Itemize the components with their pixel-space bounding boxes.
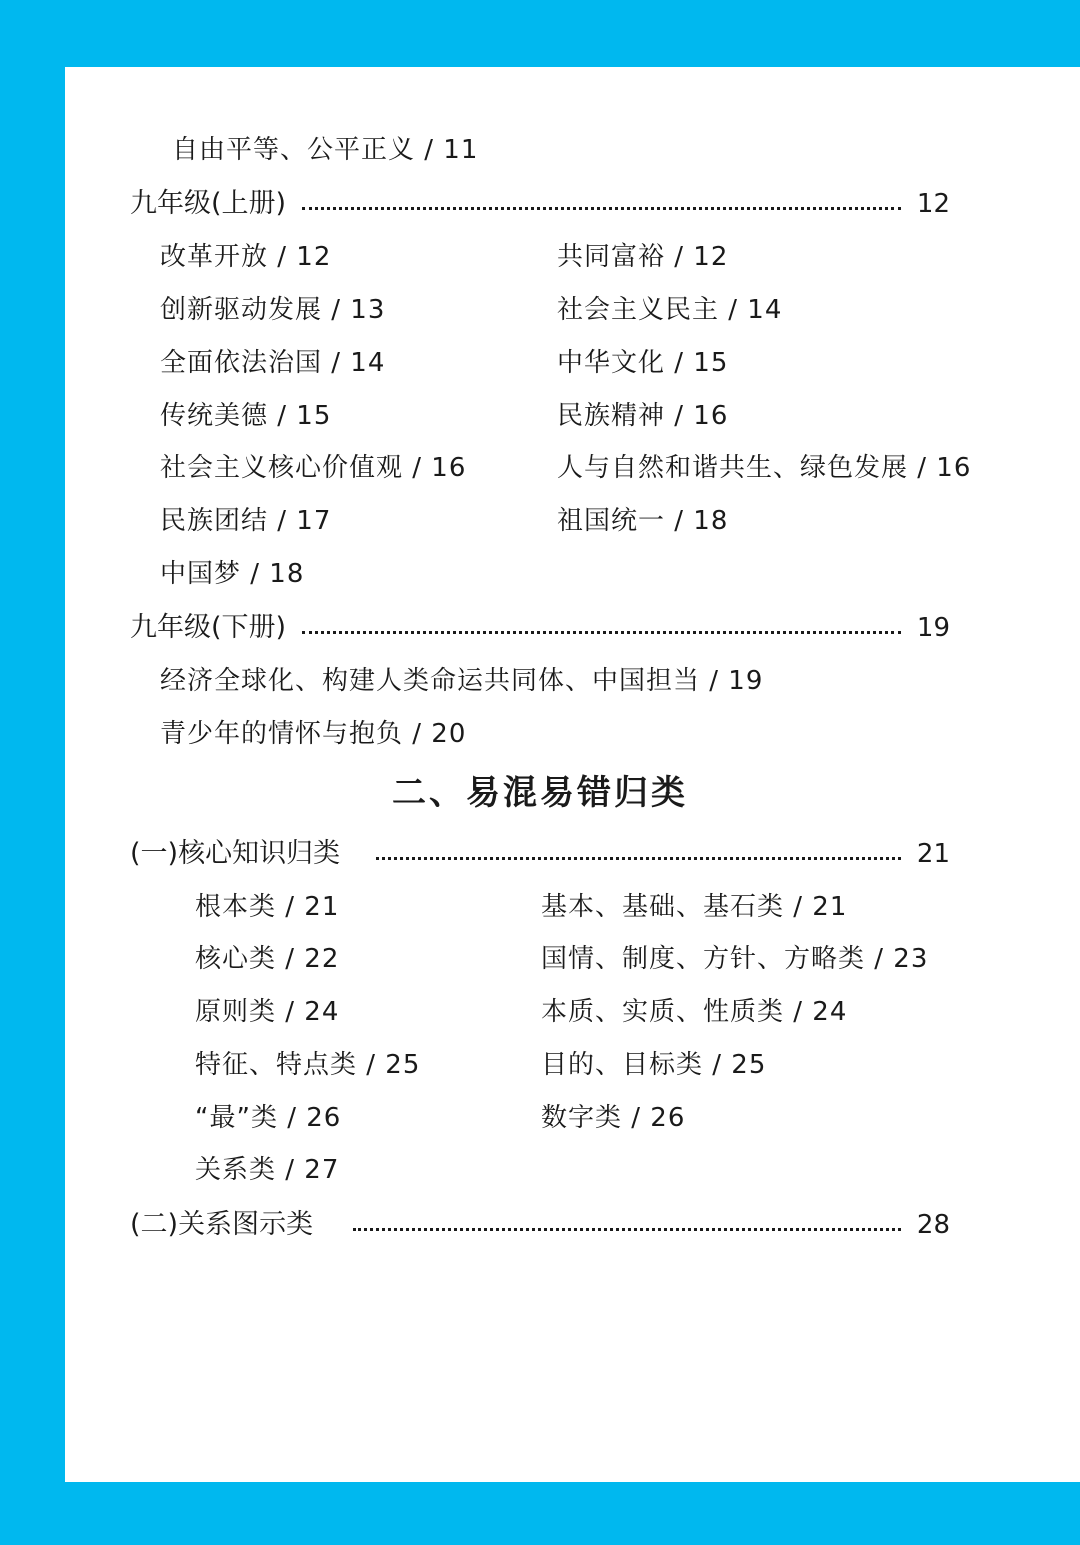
toc-entry[interactable]: 中华文化 / 15: [557, 348, 729, 378]
toc-entry[interactable]: 青少年的情怀与抱负 / 20: [160, 719, 467, 749]
leader-dots: [302, 207, 901, 210]
toc-entry[interactable]: 改革开放 / 12: [160, 242, 332, 272]
page-number: 21: [916, 839, 950, 869]
toc-entry[interactable]: “最”类 / 26: [195, 1103, 342, 1133]
toc-section-core[interactable]: [130, 837, 950, 871]
toc-entry[interactable]: 本质、实质、性质类 / 24: [541, 997, 848, 1027]
toc-entry[interactable]: 数字类 / 26: [541, 1103, 686, 1133]
toc-section-grade9-lower[interactable]: [130, 611, 950, 645]
toc-entry[interactable]: 根本类 / 21: [195, 892, 340, 922]
toc-entry[interactable]: 中国梦 / 18: [160, 559, 305, 589]
section-title: (二)关系图示类: [130, 1209, 314, 1240]
section-title: 九年级(下册): [130, 612, 287, 643]
toc-entry[interactable]: 特征、特点类 / 25: [195, 1050, 421, 1080]
toc-entry[interactable]: 祖国统一 / 18: [557, 506, 729, 536]
toc-entry[interactable]: 民族精神 / 16: [557, 401, 729, 431]
leader-dots: [376, 857, 901, 860]
toc-section-grade9-upper[interactable]: [130, 187, 950, 221]
toc-entry[interactable]: 基本、基础、基石类 / 21: [541, 892, 848, 922]
toc-entry[interactable]: 原则类 / 24: [195, 997, 340, 1027]
toc-entry[interactable]: 目的、目标类 / 25: [541, 1050, 767, 1080]
page-number: 19: [916, 613, 950, 643]
section-title: 九年级(上册): [130, 188, 287, 219]
leader-dots: [353, 1228, 901, 1231]
toc-entry[interactable]: 社会主义核心价值观 / 16: [160, 453, 467, 483]
toc-section-diagram[interactable]: [130, 1208, 950, 1242]
toc-entry[interactable]: 共同富裕 / 12: [557, 242, 729, 272]
page-number: 28: [916, 1210, 950, 1240]
toc-entry[interactable]: 关系类 / 27: [195, 1155, 340, 1185]
toc-entry[interactable]: 全面依法治国 / 14: [160, 348, 386, 378]
section-title: (一)核心知识归类: [130, 838, 341, 869]
toc-entry[interactable]: 国情、制度、方针、方略类 / 23: [541, 944, 929, 974]
leader-dots: [302, 631, 901, 634]
toc-entry[interactable]: 民族团结 / 17: [160, 506, 332, 536]
toc-entry[interactable]: 人与自然和谐共生、绿色发展 / 16: [557, 453, 972, 483]
toc-entry[interactable]: 社会主义民主 / 14: [557, 295, 783, 325]
chapter-heading: 二、易混易错归类: [392, 773, 688, 813]
toc-entry[interactable]: 经济全球化、构建人类命运共同体、中国担当 / 19: [160, 666, 764, 696]
toc-entry[interactable]: 创新驱动发展 / 13: [160, 295, 386, 325]
toc-entry[interactable]: 自由平等、公平正义 / 11: [172, 135, 479, 165]
page-number: 12: [916, 189, 950, 219]
toc-entry[interactable]: 传统美德 / 15: [160, 401, 332, 431]
toc-entry[interactable]: 核心类 / 22: [195, 944, 340, 974]
